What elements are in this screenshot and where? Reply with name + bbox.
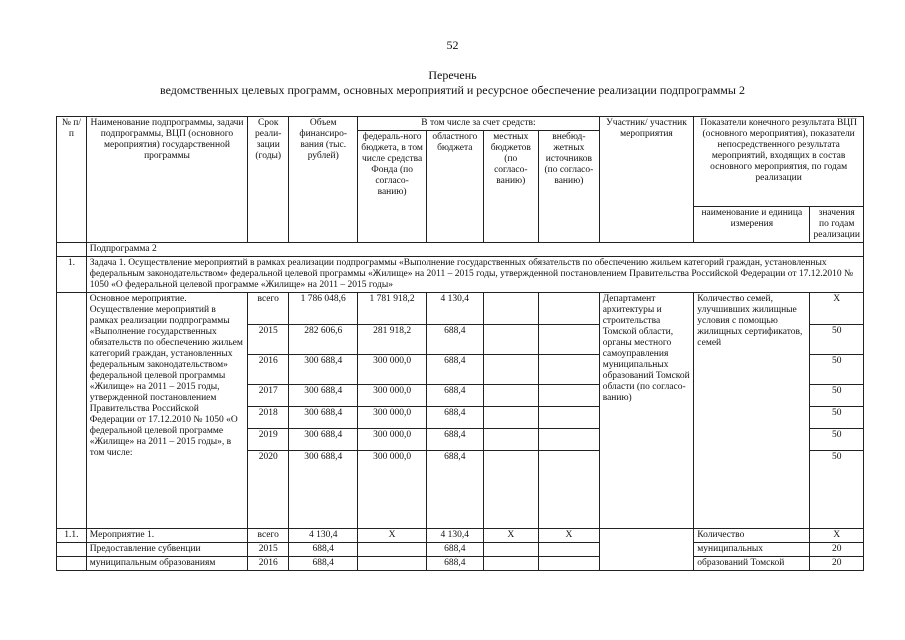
main-activity-indicator: Количество семей, улучшивших жилищные условия с помощью жилищных сертификатов, семей	[694, 293, 810, 529]
table-row	[57, 557, 864, 571]
task-row	[57, 257, 864, 293]
cell-volume: 1 786 048,6	[289, 293, 358, 325]
cell-regional: 4 130,4	[427, 293, 484, 325]
cell-federal: 281 918,2	[358, 325, 427, 355]
cell-volume: 688,4	[289, 557, 358, 571]
cell-value: 50	[810, 355, 864, 385]
cell-local: Х	[483, 529, 539, 543]
activity-1-1-name-line: муниципальным образованиям	[86, 557, 247, 571]
activity-1-1-indicator-line: Количество	[694, 529, 810, 543]
cell-volume: 688,4	[289, 543, 358, 557]
cell-value: 50	[810, 451, 864, 529]
cell-regional: 688,4	[427, 543, 484, 557]
header-participant: Участник/ участник мероприятия	[599, 117, 694, 243]
cell-year: 2019	[248, 429, 289, 451]
cell-local	[483, 355, 539, 385]
cell-local	[483, 557, 539, 571]
cell-local	[483, 543, 539, 557]
cell-local	[483, 385, 539, 407]
header-indicators: Показатели конечного результата ВЦП (основного мероприятия), показатели непосредственного результата мероприятий, входящих в состав основного мероприятия, по годам реализации	[694, 117, 864, 207]
page-number: 52	[446, 38, 459, 52]
cell-federal: 300 000,0	[358, 451, 427, 529]
header-offbudget: внебюд-жетных источников (по согласо-ванию)	[539, 131, 600, 243]
header-num: № п/п	[57, 117, 87, 243]
cell-federal: 300 000,0	[358, 429, 427, 451]
cell-regional: 688,4	[427, 325, 484, 355]
cell-local	[483, 451, 539, 529]
activity-1-1-indicator-line: муниципальных	[694, 543, 810, 557]
header-name: Наименование подпрограммы, задачи подпрограммы, ВЦП (основного мероприятия) государственной программы	[86, 117, 247, 243]
cell-offbudget	[539, 325, 600, 355]
cell-federal: 1 781 918,2	[358, 293, 427, 325]
cell-volume: 300 688,4	[289, 385, 358, 407]
cell-value: 50	[810, 325, 864, 355]
header-including: В том числе за счет средств:	[358, 117, 600, 131]
cell-value: 50	[810, 407, 864, 429]
task-text: Задача 1. Осуществление мероприятий в рамках реализации подпрограммы «Выполнение государственных обязательств по обеспечению жильем категорий граждан, установленных федеральным законодательством» федеральной целевой программы «Жилище» на 2011 – 2015 годы, утвержденной постановлением Правительства Российской Федерации от 17.12.2010 № 1050 «О федеральной целевой программе «Жилище» на 2011 – 2015 годы»	[86, 257, 863, 293]
cell-value: 50	[810, 385, 864, 407]
cell-regional: 688,4	[427, 557, 484, 571]
cell-federal	[358, 543, 427, 557]
cell-volume: 300 688,4	[289, 451, 358, 529]
cell-year: 2015	[248, 325, 289, 355]
program-table	[56, 116, 864, 571]
main-activity-participant: Департамент архитектуры и строительства Томской области, органы местного самоуправления муниципальных образований Томской области (по согласо-ванию)	[599, 293, 694, 529]
cell-year: 2016	[248, 355, 289, 385]
cell-offbudget	[539, 407, 600, 429]
header-volume: Объем финансиро-вания (тыс. рублей)	[289, 117, 358, 243]
table-row	[57, 293, 864, 325]
cell-regional: 4 130,4	[427, 529, 484, 543]
cell-offbudget	[539, 355, 600, 385]
cell-offbudget	[539, 451, 600, 529]
header-term: Срок реали-зации (годы)	[248, 117, 289, 243]
cell-value: Х	[810, 529, 864, 543]
cell-value: 20	[810, 557, 864, 571]
cell-year: всего	[248, 293, 289, 325]
cell-regional: 688,4	[427, 451, 484, 529]
cell-federal: 300 000,0	[358, 355, 427, 385]
cell-regional: 688,4	[427, 355, 484, 385]
cell-regional: 688,4	[427, 429, 484, 451]
header-local: местных бюджетов (по согласо-ванию)	[483, 131, 539, 243]
cell-year: 2018	[248, 407, 289, 429]
cell-year: 2015	[248, 543, 289, 557]
task-num: 1.	[57, 257, 87, 293]
activity-1-1-num: 1.1.	[57, 529, 87, 543]
cell-volume: 282 606,6	[289, 325, 358, 355]
cell-local	[483, 429, 539, 451]
table-row	[57, 529, 864, 543]
header-indicator-values: значения по годам реализации	[810, 207, 864, 243]
cell-value: 50	[810, 429, 864, 451]
activity-1-1-indicator-line: образований Томской	[694, 557, 810, 571]
cell-offbudget	[539, 293, 600, 325]
cell-volume: 300 688,4	[289, 355, 358, 385]
table-row	[57, 543, 864, 557]
cell-volume: 300 688,4	[289, 429, 358, 451]
cell-volume: 4 130,4	[289, 529, 358, 543]
header-indicator-name: наименование и единица измерения	[694, 207, 810, 243]
cell-local	[483, 325, 539, 355]
cell-offbudget	[539, 557, 600, 571]
cell-offbudget	[539, 543, 600, 557]
subprogram-label: Подпрограмма 2	[86, 243, 863, 257]
activity-1-1-name-line: Мероприятие 1.	[86, 529, 247, 543]
cell-value: Х	[810, 293, 864, 325]
cell-regional: 688,4	[427, 407, 484, 429]
page-title	[0, 68, 905, 98]
cell-regional: 688,4	[427, 385, 484, 407]
title-line-1: Перечень	[428, 68, 477, 82]
cell-volume: 300 688,4	[289, 407, 358, 429]
cell-federal	[358, 557, 427, 571]
cell-federal: 300 000,0	[358, 385, 427, 407]
cell-offbudget	[539, 385, 600, 407]
cell-federal: 300 000,0	[358, 407, 427, 429]
cell-offbudget: Х	[539, 529, 600, 543]
subprogram-row	[57, 243, 864, 257]
header-row-1	[57, 117, 864, 131]
cell-value: 20	[810, 543, 864, 557]
header-regional: областного бюджета	[427, 131, 484, 243]
title-line-2: ведомственных целевых программ, основных мероприятий и ресурсное обеспечение реализации подпрограммы 2	[160, 83, 745, 97]
cell-offbudget	[539, 429, 600, 451]
activity-1-1-name-line: Предоставление субвенции	[86, 543, 247, 557]
header-federal: федераль-ного бюджета, в том числе средства Фонда (по согласо-ванию)	[358, 131, 427, 243]
cell-local	[483, 293, 539, 325]
cell-year: 2017	[248, 385, 289, 407]
cell-local	[483, 407, 539, 429]
cell-year: всего	[248, 529, 289, 543]
cell-federal: Х	[358, 529, 427, 543]
cell-year: 2016	[248, 557, 289, 571]
main-activity-name: Основное мероприятие. Осуществление мероприятий в рамках реализации подпрограммы «Выполнение государственных обязательств по обеспечению жильем категорий граждан, установленных федеральным законодательством» федеральной целевой программы «Жилище» на 2011 – 2015 годы, утвержденной постановлением Правительства Российской Федерации от 17.12.2010 № 1050 «О федеральной целевой программе «Жилище» на 2011 – 2015 годы», в том числе:	[86, 293, 247, 529]
cell-year: 2020	[248, 451, 289, 529]
